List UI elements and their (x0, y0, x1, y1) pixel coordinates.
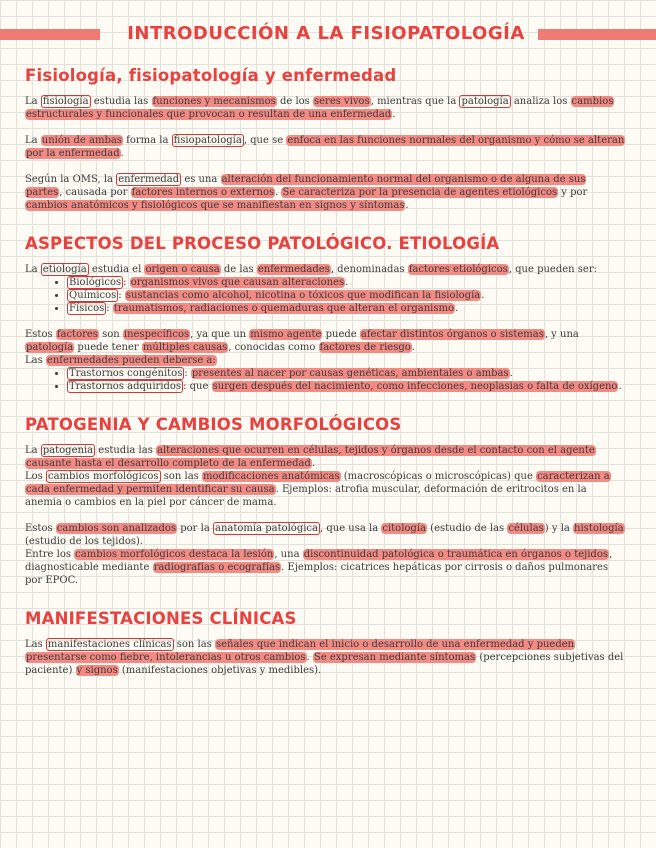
text-run: . (509, 368, 513, 379)
document-body (25, 66, 625, 677)
highlighted-text: sustancias como alcohol, nicotina o tóxicos que modifican la fisiología (125, 290, 481, 301)
key-term: enfermedad (118, 174, 180, 185)
highlighted-text: alteración del funcionamiento normal del organismo o de alguna de sus partes (26, 174, 586, 198)
highlighted-text: caracterizan a cada enfermedad y permiten identificar su causa (26, 471, 610, 495)
key-term: Físicos (69, 303, 105, 314)
paragraph (25, 548, 625, 587)
text-run: : que (183, 381, 212, 392)
key-term: anatomía patológica (214, 523, 318, 534)
text-run: puede (322, 329, 360, 340)
key-term: etiología (42, 264, 87, 275)
highlighted-text: factores de riesgo (319, 342, 411, 353)
list-item (67, 380, 625, 393)
highlighted-text: radiografías o ecografías (153, 562, 281, 573)
text-run: La (25, 264, 41, 275)
text-run: forma la (122, 135, 172, 146)
highlighted-text: citología (382, 523, 426, 534)
highlighted-text: y signos (76, 665, 118, 676)
text-run: , conocidas como (228, 342, 319, 353)
bullet-list (25, 367, 625, 393)
text-run: . Ejemplos: cicatrices hepáticas por cirrosis o daños pulmonares por EPOC. (25, 562, 609, 586)
paragraph (25, 522, 625, 548)
paragraph (25, 470, 625, 509)
highlighted-text: inespecíficos (123, 329, 190, 340)
highlighted-text: presentes al nacer por causas genéticas, ambientales o ambas (191, 368, 509, 379)
text-run: y por (558, 187, 588, 198)
key-term: Biológicos (69, 277, 122, 288)
highlighted-text: factores internos o externos (131, 187, 275, 198)
text-run: son las (173, 639, 215, 650)
text-run: , causada por (59, 187, 131, 198)
text-run: : (118, 290, 125, 301)
text-run: . (120, 148, 124, 159)
text-run: La (25, 445, 41, 456)
text-run: son las (160, 471, 202, 482)
text-run: Las (25, 355, 46, 366)
highlighted-text: Se expresan mediante síntomas (313, 652, 476, 663)
text-run: : (106, 303, 113, 314)
text-run: : (184, 368, 191, 379)
title-decoration-left (0, 29, 100, 40)
text-run: Los (25, 471, 46, 482)
highlighted-text: surgen después del nacimiento, como infecciones, neoplasias o falta de oxígeno (212, 381, 618, 392)
text-run: . (455, 303, 459, 314)
text-run: . (345, 277, 349, 288)
text-run: , una (274, 549, 303, 560)
key-term: Trastornos congénitos (69, 368, 183, 379)
section-heading: PATOGENIA Y CAMBIOS MORFOLÓGICOS (25, 415, 402, 434)
key-term: fisiopatología (173, 135, 242, 146)
text-run: es una (181, 174, 221, 185)
highlighted-text: cambios anatómicos y fisiológicos que se manifiestan en signos y síntomas (26, 200, 405, 211)
highlighted-text: Se caracteriza por la presencia de agentes etiológicos (282, 187, 558, 198)
text-run: . (306, 652, 313, 663)
text-run: , denominadas (330, 264, 408, 275)
paragraph (25, 444, 625, 470)
text-run: (percepciones subjetivas del paciente) (25, 652, 624, 676)
key-term: Químicos (69, 290, 117, 301)
key-term: Trastornos adquiridos (69, 381, 182, 392)
text-run: Estos (25, 523, 56, 534)
highlighted-text: células (508, 523, 544, 534)
text-run: (estudio de los tejidos). (25, 536, 144, 547)
text-run: La (25, 96, 41, 107)
key-term: fisiología (42, 96, 89, 107)
text-run: ) y la (544, 523, 574, 534)
section-heading: MANIFESTACIONES CLÍNICAS (25, 609, 297, 628)
page-title: INTRODUCCIÓN A LA FISIOPATOLOGÍA (127, 23, 525, 44)
highlighted-text: afectar distintos órganos o sistemas (360, 329, 544, 340)
text-run: . Ejemplos: atrofia muscular, deformación de eritrocitos en la anemia o cambios en la piel por cáncer de mama. (25, 484, 587, 508)
text-run: , diagnosticable mediante (25, 549, 613, 573)
list-item (67, 289, 625, 302)
text-run: . (411, 342, 415, 353)
list-item (67, 302, 625, 315)
text-run: , y una (544, 329, 579, 340)
highlighted-text: cambios morfológicos destaca la lesión (75, 549, 274, 560)
paragraph (25, 263, 625, 276)
text-run: . (311, 458, 316, 469)
bullet-list (25, 276, 625, 315)
highlighted-text: factores etiológicos (408, 264, 508, 275)
text-run: : (123, 277, 130, 288)
text-run: . (618, 381, 622, 392)
highlighted-text: traumatismos, radiaciones o quemaduras que alteran el organismo (113, 303, 455, 314)
key-term: manifestaciones clínicas (47, 639, 172, 650)
text-run: Estos (25, 329, 56, 340)
text-run: estudia el (88, 264, 145, 275)
title-decoration-right (538, 29, 656, 40)
highlighted-text: patología (26, 342, 74, 353)
highlighted-text: señales que indican el inicio o desarrollo de una enfermedad y pueden presentarse como fiebre, intolerancias u otros cambios (26, 639, 575, 663)
paragraph (25, 134, 625, 160)
paragraph (25, 173, 625, 212)
highlighted-text: organismos vivos que causan alteraciones (130, 277, 345, 288)
text-run: puede tener (74, 342, 142, 353)
text-run: de las (220, 264, 257, 275)
highlighted-text: enfermedades pueden deberse a: (46, 355, 216, 366)
text-run: . (275, 187, 282, 198)
key-term: patogenia (42, 445, 94, 456)
paragraph (25, 638, 625, 677)
text-run: , que pueden ser: (508, 264, 597, 275)
text-run: (macroscópicas o microscópicas) que (340, 471, 537, 482)
paragraph (25, 95, 625, 121)
text-run: son (98, 329, 123, 340)
highlighted-text: cambios son analizados (56, 523, 177, 534)
text-run: estudia las (90, 96, 152, 107)
highlighted-text: seres vivos (314, 96, 370, 107)
highlighted-text: mismo agente (250, 329, 322, 340)
text-run: . (405, 200, 409, 211)
section-heading: Fisiología, fisiopatología y enfermedad (25, 66, 397, 85)
highlighted-text: múltiples causas (142, 342, 228, 353)
highlighted-text: enfermedades (257, 264, 330, 275)
highlighted-text: discontinuidad patológica o traumática en órganos o tejidos (303, 549, 608, 560)
highlighted-text: factores (56, 329, 98, 340)
text-run: (manifestaciones objetivas y medibles). (118, 665, 322, 676)
highlighted-text: origen o causa (145, 264, 220, 275)
text-run: de los (276, 96, 313, 107)
text-run: , ya que un (190, 329, 250, 340)
section-heading: ASPECTOS DEL PROCESO PATOLÓGICO. ETIOLOGÍA (25, 234, 500, 253)
highlighted-text: unión de ambas (41, 135, 122, 146)
text-run: . (481, 290, 485, 301)
text-run: por la (177, 523, 213, 534)
key-term: patología (461, 96, 509, 107)
text-run: Según la OMS, la (25, 174, 117, 185)
highlighted-text: cambios estructurales y funcionales que provocan o resultan de una enfermedad (26, 96, 614, 120)
title-bar (0, 24, 656, 44)
highlighted-text: histología (574, 523, 624, 534)
text-run: , que se (243, 135, 287, 146)
text-run: estudia las (95, 445, 157, 456)
list-item (67, 367, 625, 380)
text-run: (estudio de las (426, 523, 508, 534)
text-run: . (392, 109, 396, 120)
paragraph (25, 328, 625, 354)
text-run: La (25, 135, 41, 146)
highlighted-text: modificaciones anatómicas (202, 471, 340, 482)
paragraph (25, 354, 625, 367)
text-run: Entre los (25, 549, 75, 560)
text-run: , que usa la (320, 523, 382, 534)
text-run: Las (25, 639, 46, 650)
text-run: , mientras que la (370, 96, 460, 107)
highlighted-text: funciones y mecanismos (152, 96, 276, 107)
text-run: analiza los (510, 96, 571, 107)
key-term: cambios morfológicos (47, 471, 159, 482)
highlighted-text: enfoca en las funciones normales del organismo y cómo se alteran por la enfermedad (26, 135, 625, 159)
list-item (67, 276, 625, 289)
highlighted-text: alteraciones que ocurren en células, tejidos y órganos desde el contacto con el agente causante hasta el desarrollo completo de la enfermedad (26, 445, 595, 469)
